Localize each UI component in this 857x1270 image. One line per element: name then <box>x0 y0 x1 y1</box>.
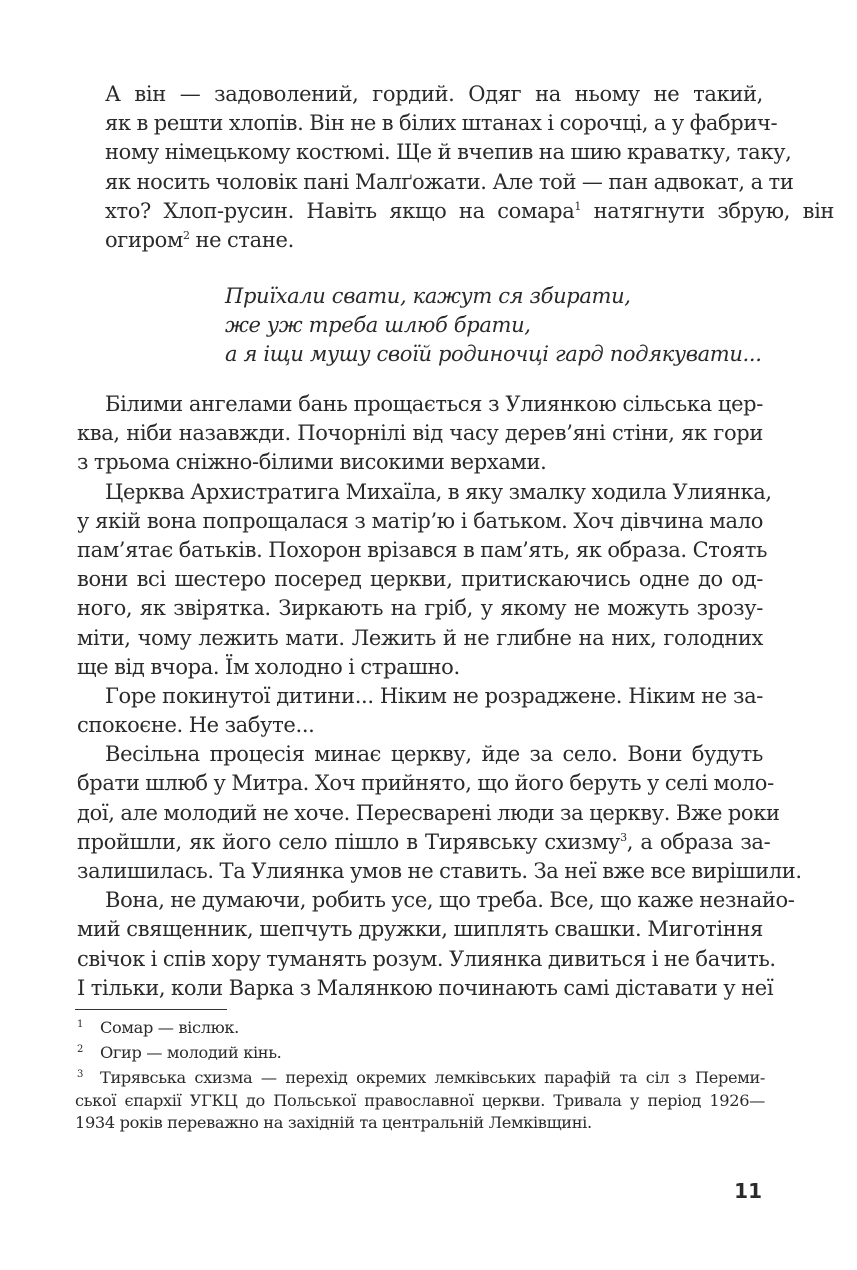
footnote-number: 3 <box>77 1069 84 1080</box>
poem-line: Приїхали свати, кажут ся збирати, <box>225 284 631 308</box>
text-line: з трьома сніжно-білими високими верхами. <box>77 450 547 475</box>
text-line: у якій вона попрощалася з матір’ю і батьком. Хоч дівчина мало <box>77 508 763 533</box>
text-line: Горе покинутої дитини... Ніким не розраджене. Ніким не за- <box>105 683 763 708</box>
footnote-number: 1 <box>77 1019 84 1030</box>
footnote-text: Сомар — віслюк. <box>100 1018 239 1037</box>
footnote-text: ської єпархії УГКЦ до Польської православної церкви. Тривала у період 1926— <box>75 1090 765 1110</box>
body-text <box>77 390 802 1003</box>
text-line: як в решти хлопів. Він не в білих штанах і сорочці, а у фабрич- <box>105 111 778 136</box>
text-line: Церква Архистратига Михаїла, в яку змалку ходила Улиянка, <box>105 479 772 504</box>
poem-line: а я іщи мушу своїй родиночці гард подякувати... <box>225 342 762 366</box>
footnote-text: Огир — молодий кінь. <box>100 1043 282 1062</box>
page-number: 11 <box>734 1179 762 1203</box>
footnote-ref: 3 <box>620 830 627 844</box>
text-line: мий священник, шепчуть дружки, шиплять свашки. Миготіння <box>77 917 763 942</box>
text-line: свічок і спів хору туманять розум. Улиянка дивиться і не бачить. <box>77 946 776 971</box>
text-line: міти, чому лежить мати. Лежить й не глибне на них, голодних <box>77 625 763 650</box>
footnote-ref: 1 <box>574 199 582 213</box>
footnote-2 <box>75 1042 765 1065</box>
footnote-text: Тирявська схизма — перехід окремих лемківських парафій та сіл з Переми- <box>100 1068 765 1087</box>
footnote-text: 1934 років переважно на західній та центральній Лемківщині. <box>75 1113 592 1132</box>
text-line: пройшли, як його село пішло в Тирявську схизму$^3$, а образа за- <box>77 829 771 854</box>
footnote-divider <box>75 1009 227 1010</box>
poem-line: же уж треба шлюб брати, <box>225 313 531 337</box>
text-line: Весільна процесія минає церкву, йде за село. Вони будуть <box>105 742 763 767</box>
text-line: вони всі шестеро посеред церкви, притискаючись одне до од- <box>77 567 763 592</box>
text-line: А він — задоволений, гордий. Одяг на ньому не такий, <box>105 82 763 106</box>
text-line: ного, як звірятка. Зиркають на гріб, у якому не можуть зрозу- <box>77 596 763 621</box>
text-line: пам’ятає батьків. Похорон врізався в пам’ять, як образа. Стоять <box>77 537 768 562</box>
text-line: залишилась. Та Улиянка умов не ставить. За неї вже все вирішили. <box>77 859 802 883</box>
text-line: ква, ніби назавжди. Почорнілі від часу дерев’яні стіни, як гори <box>77 421 763 446</box>
text-line: І тільки, коли Варка з Малянкою починають самі діставати у неї <box>77 975 774 1000</box>
text-line: огиром$^2$ не стане. <box>105 227 294 252</box>
text-line: дої, але молодий не хоче. Пересварені люди за церкву. Вже роки <box>77 800 780 825</box>
footnote-3 <box>75 1067 765 1135</box>
text-line: Вона, не думаючи, робить усе, що треба. Все, що каже незнайо- <box>105 888 795 913</box>
text-line: хто? Хлоп-русин. Навіть якщо на сомара$^1$ натягнути збрую, він <box>105 198 835 223</box>
text-line: брати шлюб у Митра. Хоч прийнято, що його беруть у селі моло- <box>77 771 774 796</box>
text-line: ному німецькому костюмі. Ще й вчепив на шию краватку, таку, <box>105 140 792 165</box>
footnote-1 <box>75 1017 765 1040</box>
footnote-ref: 2 <box>182 228 190 242</box>
footnote-number: 2 <box>77 1044 84 1055</box>
poem-quote <box>225 282 765 369</box>
text-line: як носить чоловік пані Малґожати. Але той — пан адвокат, а ти <box>105 169 794 194</box>
footnotes <box>75 1017 765 1137</box>
paragraph-intro <box>105 80 835 255</box>
text-line: Білими ангелами бань прощається з Улиянкою сільська цер- <box>105 392 763 416</box>
text-line: ще від вчора. Їм холодно і страшно. <box>77 654 460 679</box>
text-line: спокоєне. Не забуте... <box>77 713 315 738</box>
